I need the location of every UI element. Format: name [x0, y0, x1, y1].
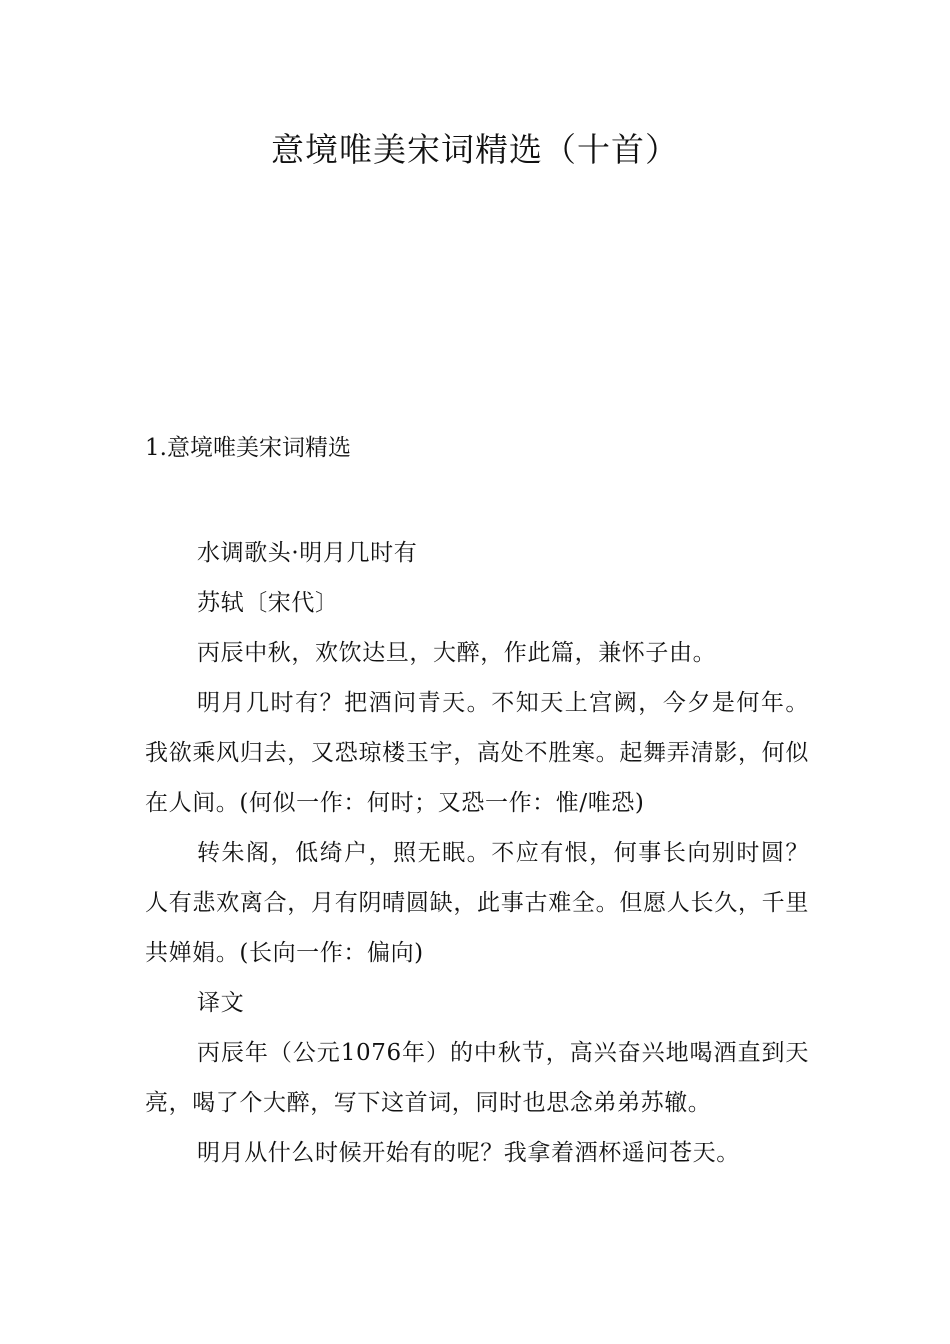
- poem-stanza-2: 转朱阁，低绮户，照无眠。不应有恨，何事长向别时圆？人有悲欢离合，月有阴晴圆缺，此事古难全。但愿人长久，千里共婵娟。(长向一作：偏向): [145, 840, 809, 966]
- poem-stanza-1: 明月几时有？把酒问青天。不知天上宫阙，今夕是何年。我欲乘风归去，又恐琼楼玉宇，高处不胜寒。起舞弄清影，何似在人间。(何似一作：何时；又恐一作：惟/唯恐): [145, 690, 809, 816]
- poem-title: 水调歌头·明月几时有: [197, 540, 418, 566]
- poem-author: 苏轼〔宋代〕: [197, 590, 339, 616]
- translation-heading: 译文: [197, 990, 245, 1016]
- translation-paragraph-1: 丙辰年（公元1076年）的中秋节，高兴奋兴地喝酒直到天亮，喝了个大醉，写下这首词，同时也思念弟弟苏辙。: [145, 1040, 809, 1116]
- translation-paragraph-2: 明月从什么时候开始有的呢？我拿着酒杯遥问苍天。: [197, 1140, 740, 1166]
- poem-preface: 丙辰中秋，欢饮达旦，大醉，作此篇，兼怀子由。: [197, 640, 717, 666]
- section-heading: 1.意境唯美宋词精选: [145, 435, 351, 461]
- document-title: 意境唯美宋词精选（十首）: [271, 130, 679, 169]
- poem-body: [145, 528, 809, 1178]
